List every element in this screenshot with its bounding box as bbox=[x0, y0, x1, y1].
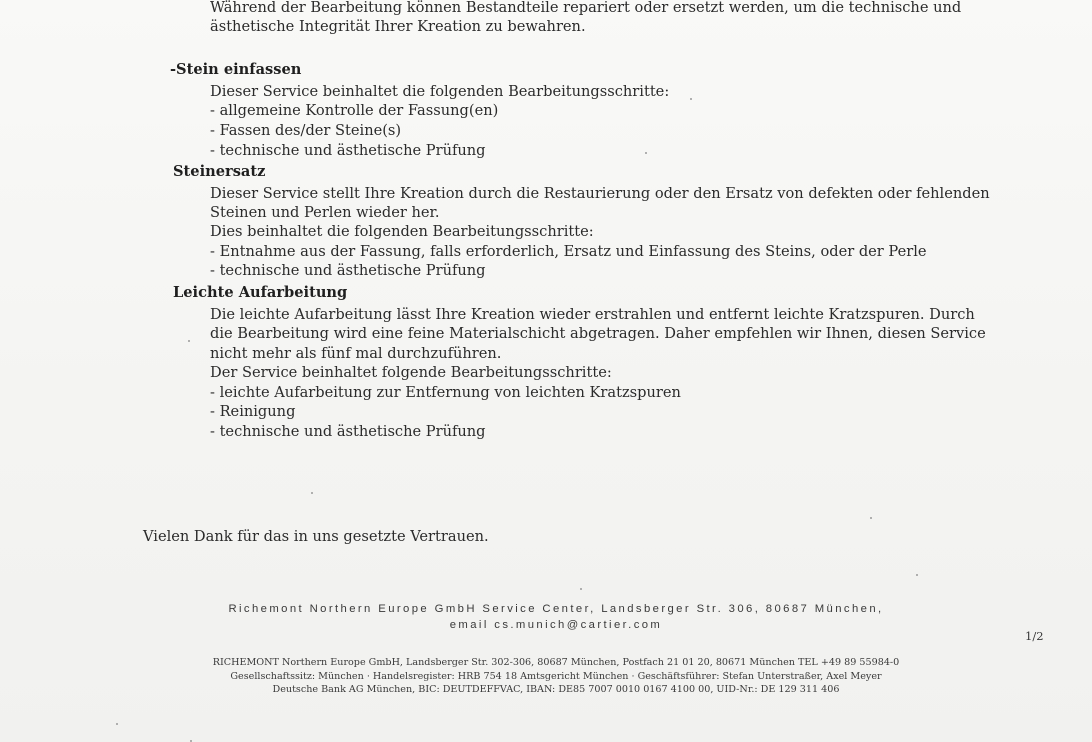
section-line: - allgemeine Kontrolle der Fassung(en) bbox=[210, 102, 499, 119]
section-line: - Reinigung bbox=[210, 403, 296, 420]
intro-line-2: ästhetische Integrität Ihrer Kreation zu bewahren. bbox=[210, 18, 586, 35]
intro-line-1: Während der Bearbeitung können Bestandteile repariert oder ersetzt werden, um die technische und bbox=[210, 0, 962, 16]
scan-speck bbox=[580, 588, 582, 590]
section-line: - Fassen des/der Steine(s) bbox=[210, 122, 402, 139]
section-line: Steinen und Perlen wieder her. bbox=[210, 204, 440, 221]
section-line: Der Service beinhaltet folgende Bearbeitungsschritte: bbox=[210, 364, 612, 381]
section-line: - leichte Aufarbeitung zur Entfernung von leichten Kratzspuren bbox=[210, 384, 681, 401]
legal-footer-line-1: RICHEMONT Northern Europe GmbH, Landsberger Str. 302-306, 80687 München, Postfach 21 01 20, 80671 München TEL +49 89 55984-0 bbox=[212, 657, 900, 668]
scan-speck bbox=[311, 492, 313, 494]
scan-speck bbox=[870, 517, 872, 519]
section-line: nicht mehr als fünf mal durchzuführen. bbox=[210, 345, 502, 362]
section-line: - technische und ästhetische Prüfung bbox=[210, 423, 486, 440]
section-line: Die leichte Aufarbeitung lässt Ihre Kreation wieder erstrahlen und entfernt leichte Kratzspuren. Durch bbox=[210, 306, 975, 323]
page-number: 1/2 bbox=[1025, 629, 1044, 643]
section-line: Dieser Service beinhaltet die folgenden Bearbeitungsschritte: bbox=[210, 83, 670, 100]
scan-speck bbox=[188, 340, 190, 342]
scan-speck bbox=[645, 152, 647, 154]
section-line: Dieser Service stellt Ihre Kreation durch die Restaurierung oder den Ersatz von defekten oder fehlenden bbox=[210, 185, 990, 202]
section-line: - Entnahme aus der Fassung, falls erforderlich, Ersatz und Einfassung des Steins, oder der Perle bbox=[210, 243, 927, 260]
scan-speck bbox=[690, 98, 692, 100]
scan-speck bbox=[916, 574, 918, 576]
section-heading-stein-einfassen: -Stein einfassen bbox=[170, 61, 302, 78]
legal-footer-line-2: Gesellschaftssitz: München · Handelsregister: HRB 754 18 Amtsgericht München · Geschäftsführer: Stefan Unterstraßer, Axel Meyer bbox=[230, 671, 882, 682]
section-heading-steinersatz: Steinersatz bbox=[173, 163, 266, 180]
section-heading-leichte-aufarbeitung: Leichte Aufarbeitung bbox=[173, 284, 348, 301]
scan-speck bbox=[116, 723, 118, 725]
section-line: - technische und ästhetische Prüfung bbox=[210, 262, 486, 279]
section-line: - technische und ästhetische Prüfung bbox=[210, 142, 486, 159]
section-line: die Bearbeitung wird eine feine Materialschicht abgetragen. Daher empfehlen wir Ihnen, diesen Service bbox=[210, 325, 986, 342]
section-line: Dies beinhaltet die folgenden Bearbeitungsschritte: bbox=[210, 223, 594, 240]
service-center-address: Richemont Northern Europe GmbH Service Center, Landsberger Str. 306, 80687 München, bbox=[228, 603, 884, 615]
service-center-email: email cs.munich@cartier.com bbox=[449, 619, 663, 631]
legal-footer-line-3: Deutsche Bank AG München, BIC: DEUTDEFFVAC, IBAN: DE85 7007 0010 0167 4100 00, UID-Nr.: DE 129 311 406 bbox=[272, 684, 840, 695]
closing-sentence: Vielen Dank für das in uns gesetzte Vertrauen. bbox=[143, 528, 489, 545]
